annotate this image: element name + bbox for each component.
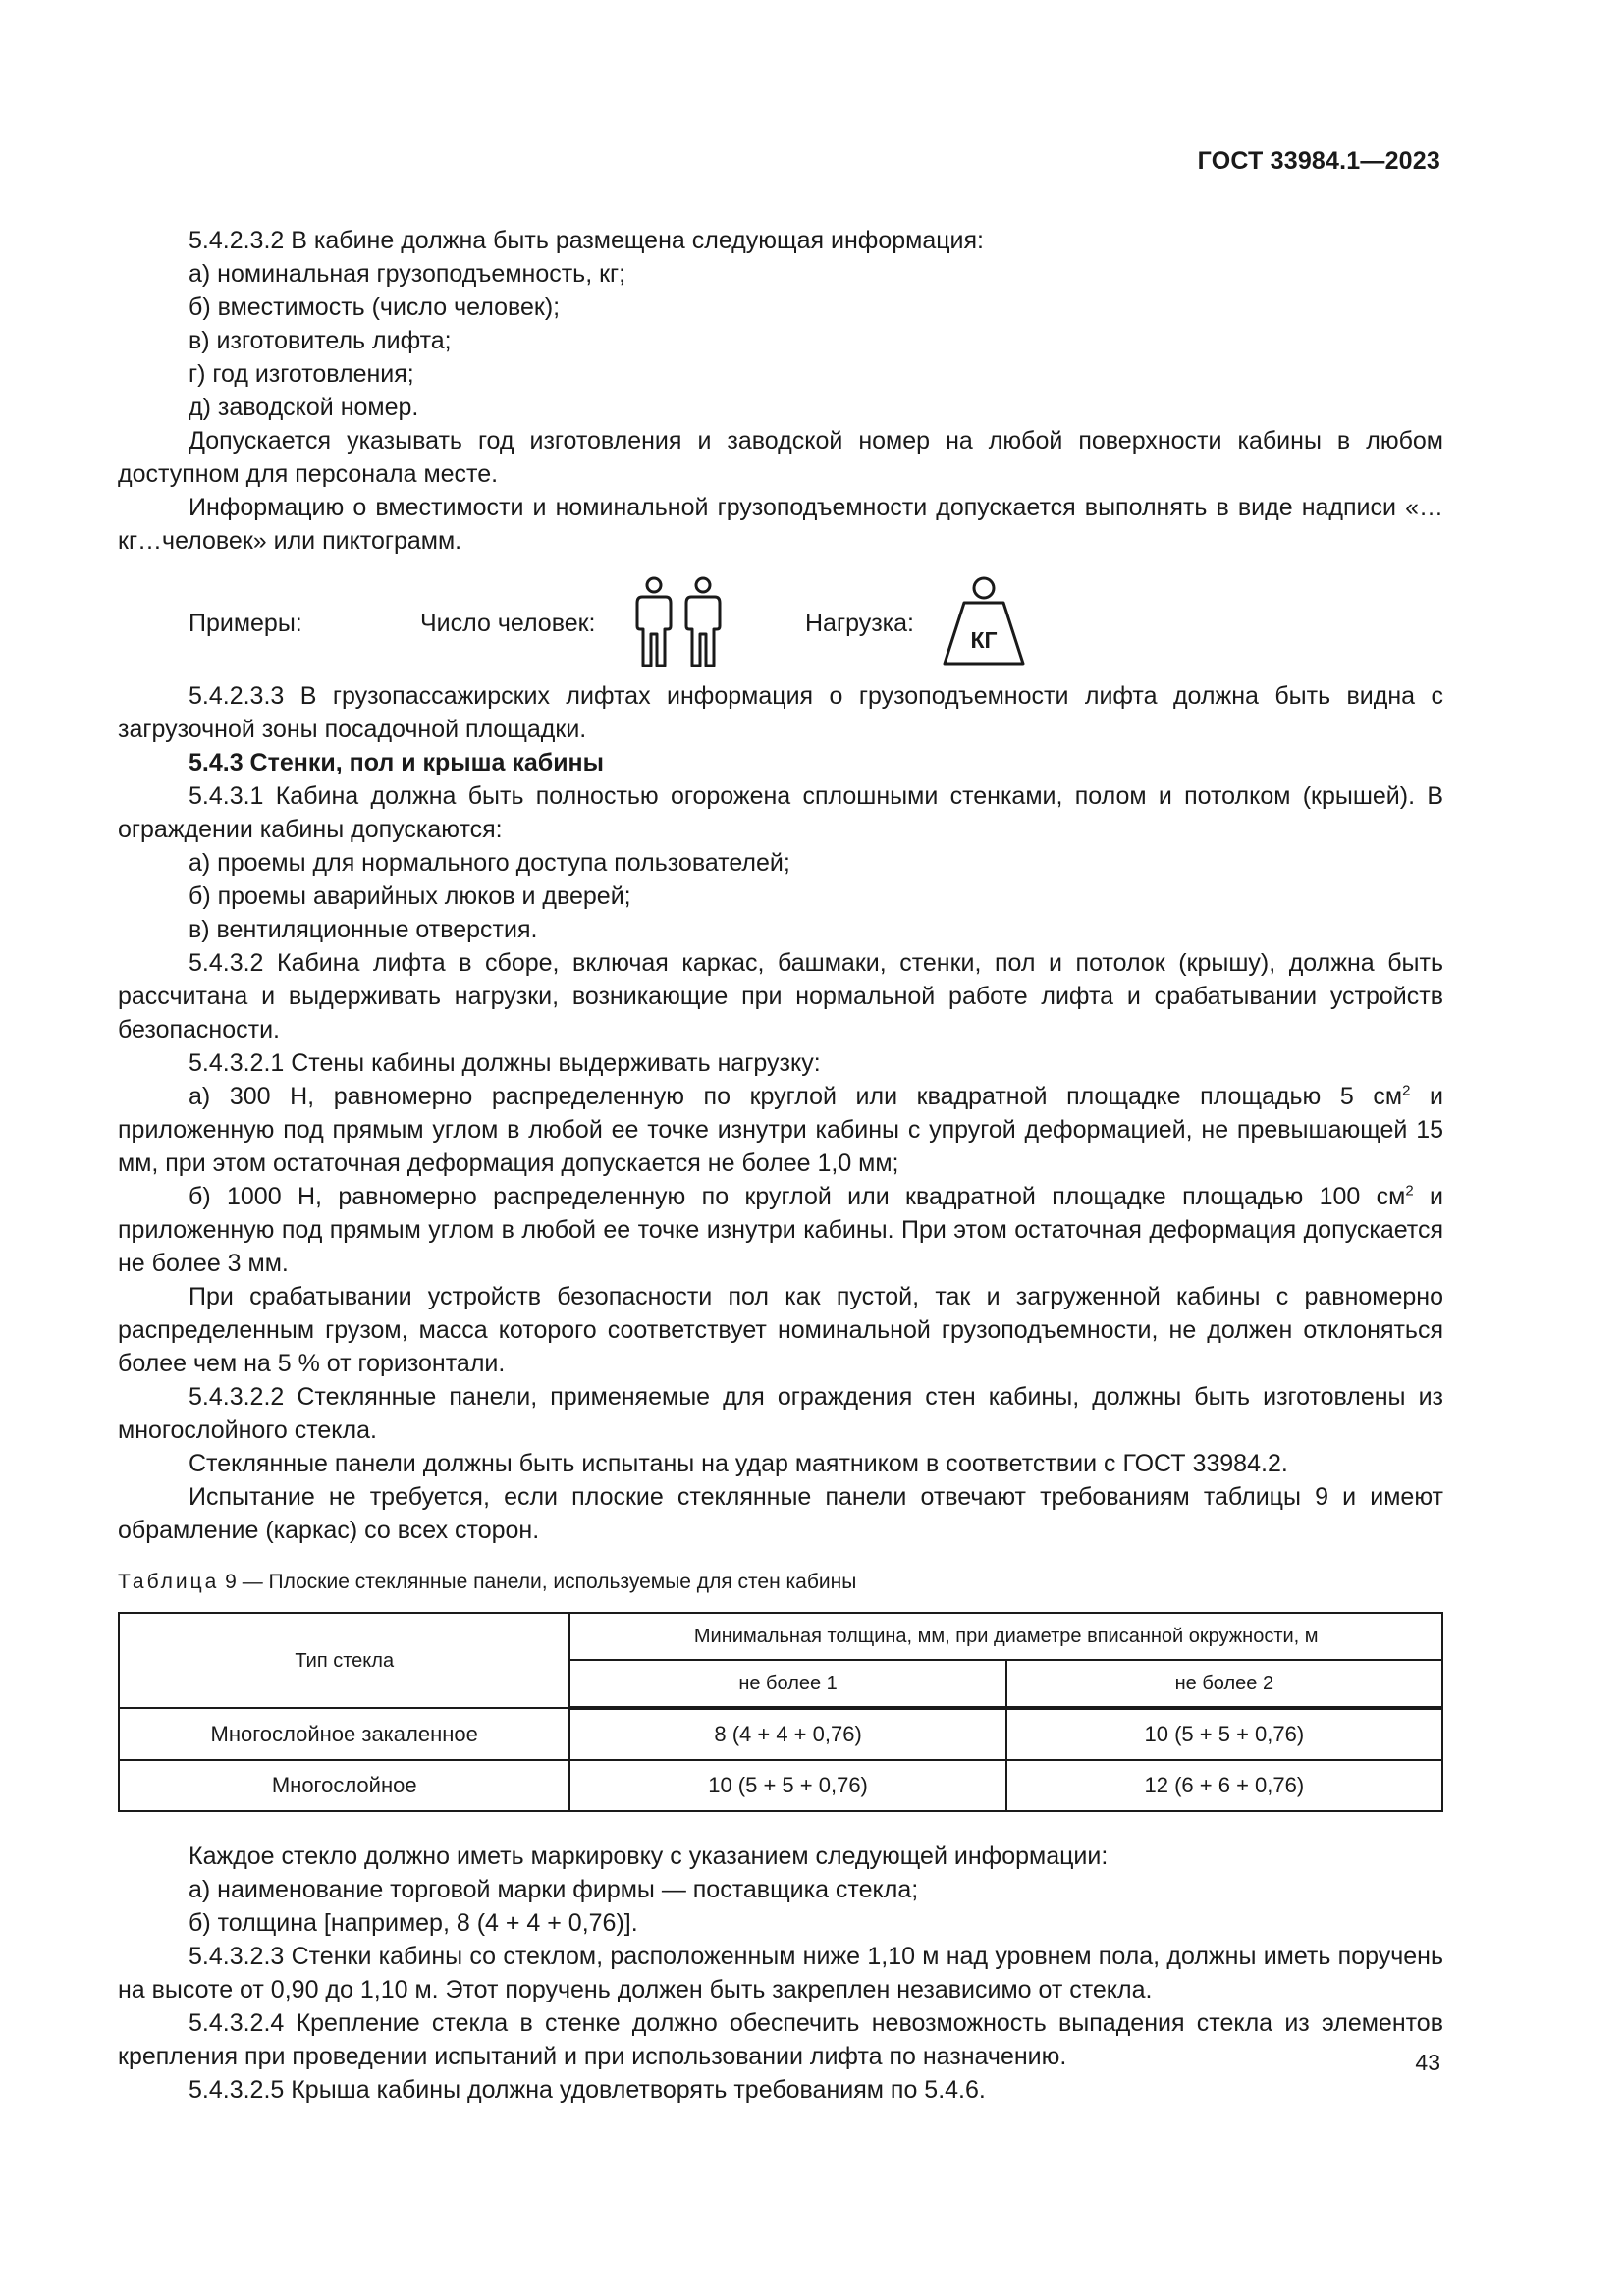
cell-thickness-1: 8 (4 + 4 + 0,76) [569,1708,1005,1760]
page-number: 43 [1415,2050,1440,2075]
paragraph-pictograms: Информацию о вместимости и номинальной грузоподъемности допускается выполнять в виде надписи «…кг…человек» или пиктограмм. [118,494,1443,555]
subheader-up-to-2: не более 2 [1006,1660,1442,1708]
weight-kg-icon [939,573,1029,667]
clause-b-text-1: б) 1000 Н, равномерно распределенную по круглой или квадратной площадке площадью 100 см [189,1183,1406,1210]
clause-5-4-3-2-1-b [118,1180,1443,1280]
glass-panels-table [118,1612,1443,1812]
clause-a-text-1: а) 300 Н, равномерно распределенную по круглой или квадратной площадке площадью 5 см [189,1083,1403,1110]
paragraph-floor-deflection: При срабатывании устройств безопасности пол как пустой, так и загруженной кабины с равномерно распределенным грузом, масса которого соответствует номинальной грузоподъемности, не должен отклоняться более чем на 5 % от горизонтали. [118,1283,1443,1377]
clause-5-4-3-2-4: 5.4.3.2.4 Крепление стекла в стенке должно обеспечить невозможность выпадения стекла из элементов крепления при проведении испытаний и при использовании лифта по назначению. [118,2009,1443,2070]
cell-thickness-2: 12 (6 + 6 + 0,76) [1006,1760,1442,1811]
header-glass-type: Тип стекла [119,1613,569,1708]
table-row [119,1708,1442,1760]
paragraph-year-number: Допускается указывать год изготовления и заводской номер на любой поверхности кабины в любом доступном для персонала месте. [118,427,1443,488]
table-row [119,1760,1442,1811]
list-item: б) проемы аварийных люков и дверей; [189,882,631,910]
persons-label: Число человек: [420,610,596,637]
list-item: б) вместимость (число человек); [189,294,561,321]
paragraph-no-test: Испытание не требуется, если плоские стеклянные панели отвечают требованиям таблицы 9 и имеют обрамление (каркас) со всех сторон. [118,1483,1443,1544]
paragraph-pendulum-test: Стеклянные панели должны быть испытаны на удар маятником в соответствии с ГОСТ 33984.2. [189,1450,1288,1477]
paragraph-marking: Каждое стекло должно иметь маркировку с указанием следующей информации: [189,1842,1109,1870]
list-item: в) вентиляционные отверстия. [189,916,538,943]
clause-b-text-2: и приложенную под прямым углом в любой ее точке изнутри кабины. При этом остаточная деформация допускается не более 3 мм. [118,1183,1443,1277]
clause-5-4-3-2-1: 5.4.3.2.1 Стены кабины должны выдерживать нагрузку: [189,1049,821,1077]
subheader-up-to-1: не более 1 [569,1660,1005,1708]
cell-glass-type: Многослойное [119,1760,569,1811]
clause-5-4-3-2-2: 5.4.3.2.2 Стеклянные панели, применяемые для ограждения стен кабины, должны быть изготовлены из многослойного стекла. [118,1383,1443,1444]
header-min-thickness: Минимальная толщина, мм, при диаметре вписанной окружности, м [569,1613,1442,1660]
table-caption [118,1569,1443,1596]
cell-thickness-2: 10 (5 + 5 + 0,76) [1006,1708,1442,1760]
list-item: г) год изготовления; [189,360,414,388]
document-code-header: ГОСТ 33984.1—2023 [1197,147,1440,175]
section-heading-5-4-3: 5.4.3 Стенки, пол и крыша кабины [189,749,605,776]
clause-5-4-3-2-3: 5.4.3.2.3 Стенки кабины со стеклом, расположенным ниже 1,10 м над уровнем пола, должны иметь поручень на высоте от 0,90 до 1,10 м. Этот поручень должен быть закреплен независимо от стекла. [118,1943,1443,2003]
load-label: Нагрузка: [805,610,914,637]
pictogram-examples [118,573,1443,671]
superscript-2: 2 [1402,1082,1411,1099]
clause-5-4-2-3-3: 5.4.2.3.3 В грузопассажирских лифтах информация о грузоподъемности лифта должна быть видна с загрузочной зоны посадочной площадки. [118,682,1443,743]
cell-glass-type: Многослойное закаленное [119,1708,569,1760]
clause-5-4-3-1: 5.4.3.1 Кабина должна быть полностью огорожена сплошными стенками, полом и потолком (крышей). В ограждении кабины допускаются: [118,782,1443,843]
list-item: а) наименование торговой марки фирмы — поставщика стекла; [189,1876,919,1903]
superscript-2: 2 [1405,1182,1414,1200]
clause-5-4-3-2-5: 5.4.3.2.5 Крыша кабины должна удовлетворять требованиям по 5.4.6. [189,2076,986,2104]
table-caption-word: Таблица [118,1571,220,1593]
list-item: в) изготовитель лифта; [189,327,452,354]
clause-a-text-2: и приложенную под прямым углом в любой ее точке изнутри кабины с упругой деформацией, не превышающей 15 мм, при этом остаточная деформация допускается не более 1,0 мм; [118,1083,1443,1177]
table-header-row [119,1613,1442,1660]
examples-label: Примеры: [189,610,302,637]
clause-5-4-2-3-2: 5.4.2.3.2 В кабине должна быть размещена следующая информация: [189,227,984,254]
cell-thickness-1: 10 (5 + 5 + 0,76) [569,1760,1005,1811]
clause-5-4-3-2-1-a [118,1080,1443,1180]
weight-kg-text: КГ [970,627,998,653]
two-persons-icon [626,575,734,669]
clause-5-4-3-2: 5.4.3.2 Кабина лифта в сборе, включая каркас, башмаки, стенки, пол и потолок (крышу), должна быть рассчитана и выдерживать нагрузки, возникающие при нормальной работе лифта и срабатывании устройств безопасности. [118,949,1443,1043]
list-item: а) проемы для нормального доступа пользователей; [189,849,790,877]
list-item: д) заводской номер. [189,394,419,421]
list-item: б) толщина [например, 8 (4 + 4 + 0,76)]. [189,1909,638,1937]
page-content [118,224,1443,2107]
table-caption-text: 9 — Плоские стеклянные панели, используемые для стен кабины [219,1571,857,1593]
list-item: а) номинальная грузоподъемность, кг; [189,260,626,288]
